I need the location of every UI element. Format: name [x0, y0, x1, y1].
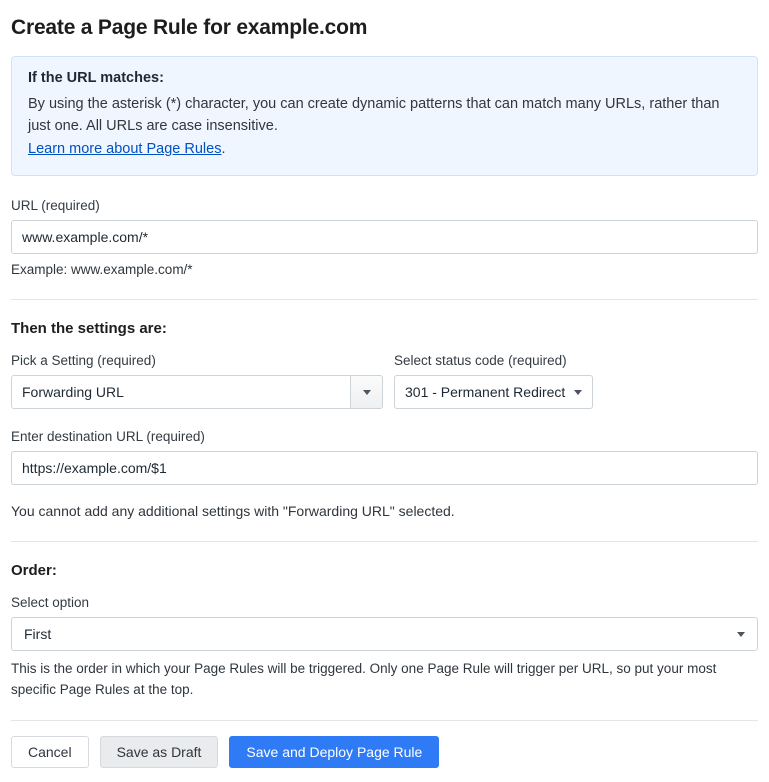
destination-url-label: Enter destination URL (required) [11, 429, 205, 445]
forwarding-url-note: You cannot add any additional settings with "Forwarding URL" selected. [11, 503, 455, 520]
url-input[interactable] [11, 220, 758, 254]
destination-url-input[interactable] [11, 451, 758, 485]
divider-settings [11, 299, 758, 300]
pick-a-setting-label: Pick a Setting (required) [11, 353, 156, 369]
pick-a-setting-value: Forwarding URL [22, 384, 124, 401]
learn-more-page-rules-link[interactable]: Learn more about Page Rules [28, 140, 222, 157]
settings-row [11, 353, 758, 409]
chevron-down-icon[interactable] [350, 376, 382, 408]
order-heading: Order: [11, 562, 57, 580]
caret-glyph [363, 390, 371, 395]
save-and-deploy-button[interactable]: Save and Deploy Page Rule [229, 736, 439, 768]
pick-a-setting-select-wrap [11, 375, 383, 409]
pick-a-setting-select[interactable] [11, 375, 383, 409]
cancel-button[interactable]: Cancel [11, 736, 89, 768]
status-code-label: Select status code (required) [394, 353, 567, 369]
url-match-info-box [11, 56, 758, 176]
pick-a-setting-group [11, 353, 383, 409]
info-box-heading: If the URL matches: [28, 70, 164, 86]
order-help-text: This is the order in which your Page Rules will be triggered. Only one Page Rule will trigger per URL, so put your most specific Page Rules at the top. [11, 661, 717, 697]
order-select[interactable] [11, 617, 758, 651]
form-footer [11, 720, 758, 782]
divider-order [11, 541, 758, 542]
chevron-down-icon-status [574, 390, 582, 395]
url-example-text: Example: www.example.com/* [11, 262, 193, 278]
save-as-draft-button[interactable]: Save as Draft [100, 736, 219, 768]
info-box-body-text: By using the asterisk (*) character, you can create dynamic patterns that can match many URLs, rather than just one. All URLs are case insensitive. [28, 96, 720, 135]
destination-url-group [11, 429, 758, 485]
page-title: Create a Page Rule for example.com [11, 16, 368, 39]
info-box-link-suffix: . [221, 140, 226, 157]
settings-heading: Then the settings are: [11, 320, 167, 338]
url-field-label: URL (required) [11, 198, 100, 214]
status-code-value: 301 - Permanent Redirect [405, 384, 566, 401]
order-select-value: First [24, 626, 52, 643]
info-box-body [28, 93, 741, 160]
status-code-group [394, 353, 694, 409]
status-code-select[interactable] [394, 375, 593, 409]
chevron-down-icon-order [737, 632, 745, 637]
order-select-label: Select option [11, 595, 90, 611]
